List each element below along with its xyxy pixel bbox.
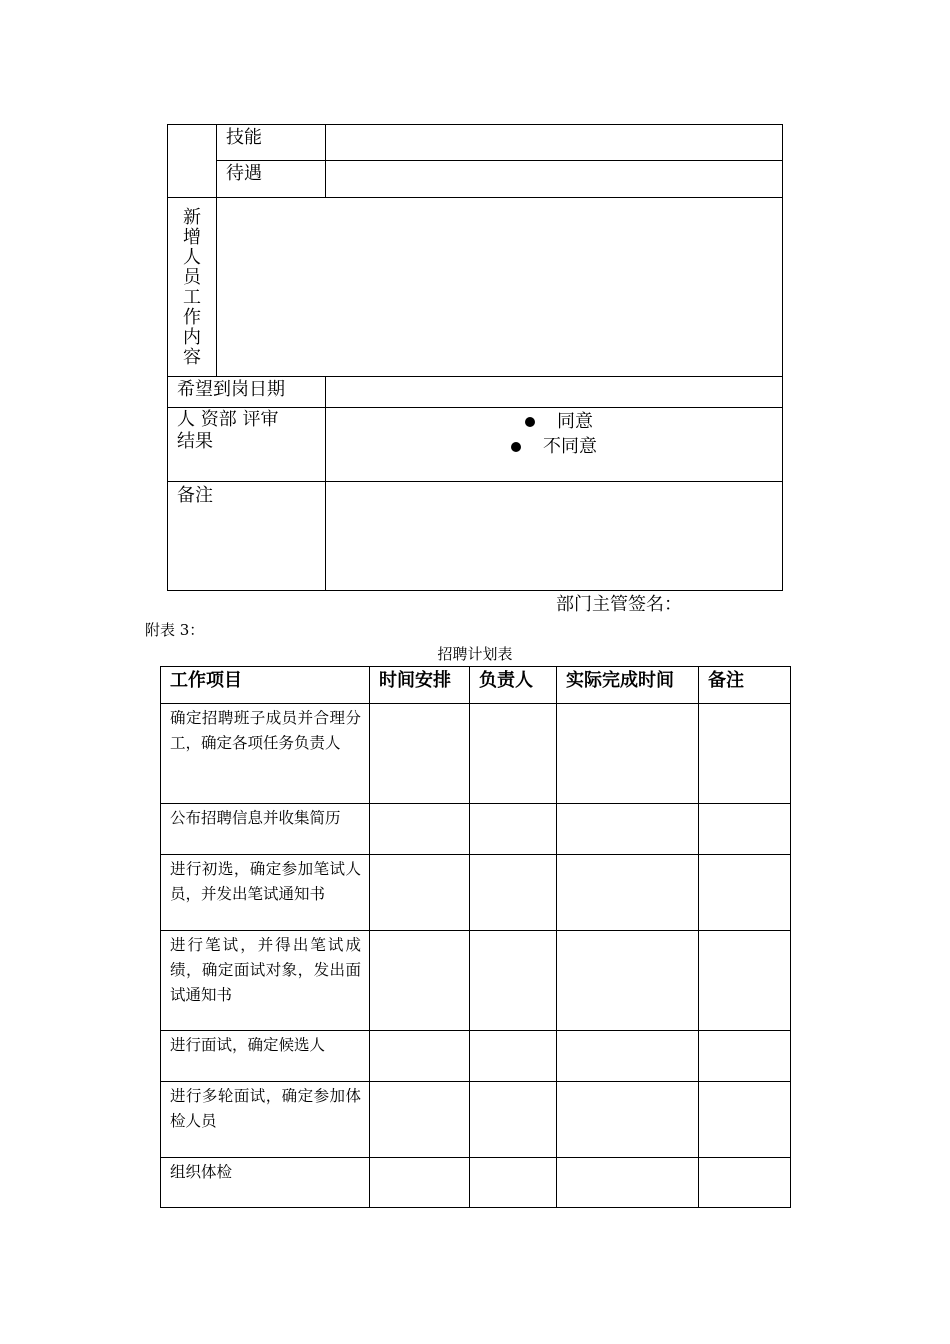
actual-completion-cell[interactable] [557,855,699,931]
table-row [161,855,791,931]
plan-header-row [161,667,791,704]
arrival-date-label-cell [168,377,326,408]
pay-label-cell [217,161,326,198]
remarks-row [168,482,783,591]
remarks-cell[interactable] [699,1031,791,1082]
work-item-cell: 进行多轮面试，确定参加体检人员 [161,1082,370,1158]
arrival-date-row [168,377,783,408]
work-item-cell: 确定招聘班子成员并合理分工，确定各项任务负责人 [161,704,370,804]
work-content-value-cell[interactable] [217,198,783,377]
header-remarks: 备注 [699,667,791,704]
blank-label-cell [168,125,217,198]
schedule-cell[interactable] [370,931,470,1031]
requisition-form-table [167,124,783,591]
hr-review-label-line1: 人 资部 评审 [177,409,279,430]
option-disagree-label: 不同意 [543,435,597,457]
schedule-cell[interactable] [370,1158,470,1208]
recruitment-plan-table [160,666,791,1208]
skill-label: 技能 [226,127,262,148]
remarks-value-cell[interactable] [326,482,783,591]
schedule-cell[interactable] [370,804,470,855]
remarks-cell[interactable] [699,804,791,855]
hr-review-row [168,408,783,482]
skill-value-cell[interactable] [326,125,783,161]
option-disagree[interactable] [326,434,782,459]
signature-label: 部门主管签名： [556,594,682,615]
skill-row [168,125,783,161]
remarks-cell[interactable] [699,704,791,804]
owner-cell[interactable] [470,1031,557,1082]
owner-cell[interactable] [470,1158,557,1208]
owner-cell[interactable] [470,931,557,1031]
header-schedule: 时间安排 [370,667,470,704]
table-row [161,1158,791,1208]
remarks-cell[interactable] [699,931,791,1031]
table-row [161,1082,791,1158]
remarks-cell[interactable] [699,855,791,931]
schedule-cell[interactable] [370,1031,470,1082]
hr-review-label-cell [168,408,326,482]
owner-cell[interactable] [470,855,557,931]
work-content-row [168,198,783,377]
plan-title: 招聘计划表 [437,645,513,663]
owner-cell[interactable] [470,704,557,804]
table-row [161,704,791,804]
owner-cell[interactable] [470,1082,557,1158]
option-agree[interactable] [326,409,782,434]
actual-completion-cell[interactable] [557,704,699,804]
schedule-cell[interactable] [370,1082,470,1158]
skill-label-cell [217,125,326,161]
schedule-cell[interactable] [370,704,470,804]
actual-completion-cell[interactable] [557,931,699,1031]
owner-cell[interactable] [470,804,557,855]
table-row [161,931,791,1031]
work-content-label: 新增人员工作内容 [183,207,201,368]
work-item-cell: 进行面试，确定候选人 [161,1031,370,1082]
work-item-cell: 进行笔试，并得出笔试成绩，确定面试对象，发出面试通知书 [161,931,370,1031]
actual-completion-cell[interactable] [557,804,699,855]
hr-review-label-line2: 结果 [177,431,213,452]
remarks-cell[interactable] [699,1158,791,1208]
remarks-cell[interactable] [699,1082,791,1158]
work-item-cell: 公布招聘信息并收集简历 [161,804,370,855]
arrival-date-label: 希望到岗日期 [177,379,285,400]
option-agree-label: 同意 [557,410,593,432]
pay-row [168,161,783,198]
actual-completion-cell[interactable] [557,1031,699,1082]
header-actual-completion: 实际完成时间 [557,667,699,704]
work-item-cell: 进行初选，确定参加笔试人员，并发出笔试通知书 [161,855,370,931]
arrival-date-value-cell[interactable] [326,377,783,408]
pay-label: 待遇 [226,163,262,184]
bullet-icon [511,442,521,452]
pay-value-cell[interactable] [326,161,783,198]
remarks-label-cell [168,482,326,591]
table-row [161,1031,791,1082]
header-owner: 负责人 [470,667,557,704]
hr-review-options-cell [326,408,783,482]
table-row [161,804,791,855]
schedule-cell[interactable] [370,855,470,931]
actual-completion-cell[interactable] [557,1158,699,1208]
work-content-label-cell [168,198,217,377]
actual-completion-cell[interactable] [557,1082,699,1158]
appendix-label: 附表 3： [145,621,205,639]
header-work-item: 工作项目 [161,667,370,704]
remarks-label: 备注 [177,485,213,506]
work-item-cell: 组织体检 [161,1158,370,1208]
bullet-icon [525,417,535,427]
